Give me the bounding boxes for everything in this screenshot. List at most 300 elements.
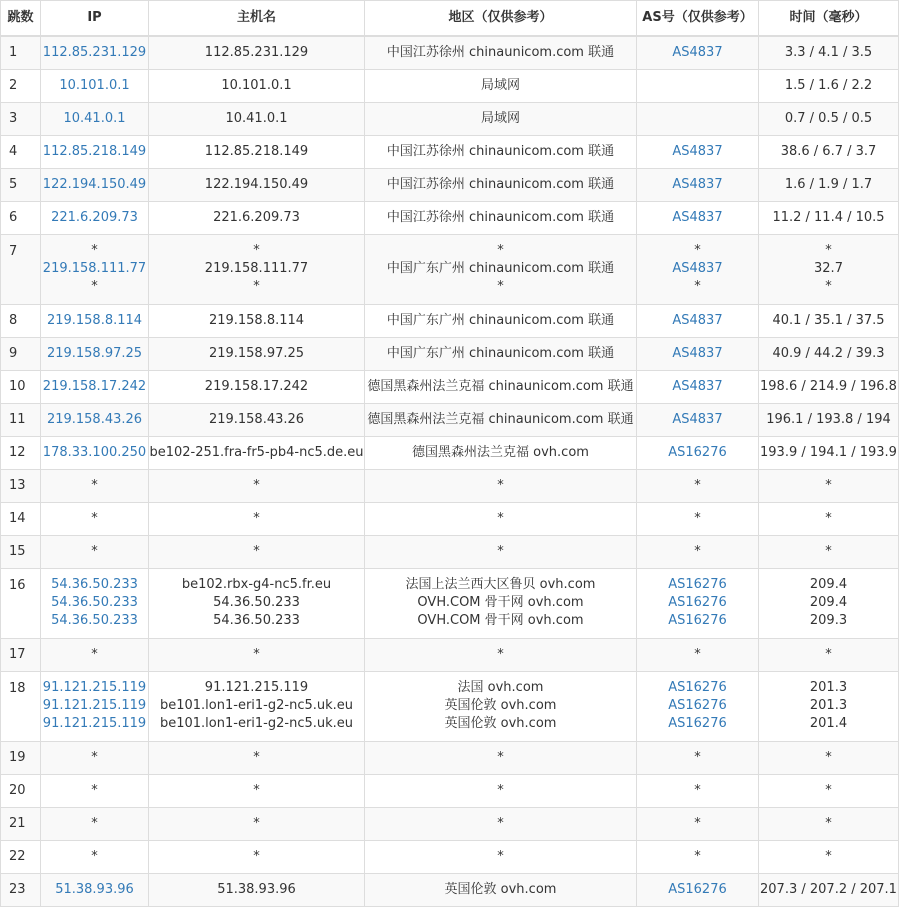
region-cell xyxy=(365,234,637,304)
time-cell xyxy=(759,741,899,774)
time-cell xyxy=(759,502,899,535)
region-cell xyxy=(365,168,637,201)
header-ip: IP xyxy=(41,1,149,37)
as-cell xyxy=(637,135,759,168)
time-cell xyxy=(759,671,899,741)
as-link[interactable]: AS16276 xyxy=(668,444,727,460)
time-cell xyxy=(759,873,899,906)
as-link[interactable]: AS16276 xyxy=(668,613,727,628)
latency: * xyxy=(825,279,832,294)
ip-link[interactable]: 219.158.97.25 xyxy=(46,345,143,361)
ip-link: * xyxy=(91,848,98,864)
as-cell xyxy=(637,234,759,304)
table-body xyxy=(1,36,899,906)
as-link[interactable]: AS16276 xyxy=(668,881,727,897)
hostname: * xyxy=(253,749,260,765)
hostname: 51.38.93.96 xyxy=(217,881,296,897)
latency: * xyxy=(825,848,832,864)
table-row xyxy=(1,568,899,638)
latency: 3.3 / 4.1 / 3.5 xyxy=(784,44,873,60)
region: 英国伦敦 ovh.com xyxy=(444,698,557,713)
hop-number: 14 xyxy=(1,502,41,535)
time-cell xyxy=(759,370,899,403)
table-row xyxy=(1,370,899,403)
ip-link[interactable]: 219.158.8.114 xyxy=(46,312,143,328)
latency: 209.3 xyxy=(809,613,848,628)
ip-link[interactable]: 112.85.231.129 xyxy=(42,44,147,60)
region-cell xyxy=(365,370,637,403)
time-cell xyxy=(759,69,899,102)
host-cell xyxy=(149,535,365,568)
region-cell xyxy=(365,304,637,337)
region-cell xyxy=(365,102,637,135)
host-cell xyxy=(149,403,365,436)
as-link: * xyxy=(694,279,701,294)
region: 中国江苏徐州 chinaunicom.com 联通 xyxy=(386,44,615,60)
table-row xyxy=(1,469,899,502)
header-region: 地区（仅供参考） xyxy=(365,1,637,37)
as-cell xyxy=(637,337,759,370)
ip-link[interactable]: 91.121.215.119 xyxy=(42,716,147,731)
hop-number: 10 xyxy=(1,370,41,403)
table-row xyxy=(1,741,899,774)
ip-cell xyxy=(41,873,149,906)
ip-link[interactable]: 54.36.50.233 xyxy=(51,613,138,628)
region: * xyxy=(497,749,504,765)
table-row xyxy=(1,403,899,436)
host-cell xyxy=(149,304,365,337)
region-cell xyxy=(365,671,637,741)
region-cell xyxy=(365,502,637,535)
hostname: 219.158.111.77 xyxy=(204,261,309,276)
hostname: * xyxy=(253,815,260,831)
ip-cell xyxy=(41,568,149,638)
ip-link: * xyxy=(91,543,98,559)
ip-cell xyxy=(41,234,149,304)
ip-cell xyxy=(41,638,149,671)
as-cell xyxy=(637,873,759,906)
hostname: 112.85.231.129 xyxy=(204,44,309,60)
hop-number: 3 xyxy=(1,102,41,135)
hostname: be102-251.fra-fr5-pb4-nc5.de.eu xyxy=(149,444,364,460)
table-row xyxy=(1,671,899,741)
region: * xyxy=(497,510,504,526)
latency: * xyxy=(825,243,832,258)
table-row xyxy=(1,840,899,873)
ip-link: * xyxy=(91,243,98,258)
as-link[interactable]: AS4837 xyxy=(672,143,723,159)
region: 中国江苏徐州 chinaunicom.com 联通 xyxy=(386,209,615,225)
as-cell xyxy=(637,469,759,502)
region-cell xyxy=(365,873,637,906)
ip-link: * xyxy=(91,279,98,294)
ip-link[interactable]: 221.6.209.73 xyxy=(51,209,138,225)
time-cell xyxy=(759,840,899,873)
ip-link: * xyxy=(91,782,98,798)
latency: 201.3 xyxy=(809,698,848,713)
region: 德国黑森州法兰克福 chinaunicom.com 联通 xyxy=(367,378,634,394)
region: * xyxy=(497,477,504,493)
time-cell xyxy=(759,36,899,69)
region-cell xyxy=(365,135,637,168)
as-link[interactable]: AS4837 xyxy=(672,44,723,60)
hostname: 122.194.150.49 xyxy=(204,176,309,192)
latency: 201.3 xyxy=(809,680,848,695)
as-link: * xyxy=(694,782,701,798)
hop-number: 9 xyxy=(1,337,41,370)
header-as: AS号（仅供参考） xyxy=(637,1,759,37)
hop-number: 21 xyxy=(1,807,41,840)
hop-number: 11 xyxy=(1,403,41,436)
region: 中国江苏徐州 chinaunicom.com 联通 xyxy=(386,176,615,192)
table-row xyxy=(1,201,899,234)
as-link: * xyxy=(694,510,701,526)
region-cell xyxy=(365,535,637,568)
time-cell xyxy=(759,102,899,135)
latency: * xyxy=(825,510,832,526)
host-cell xyxy=(149,741,365,774)
hop-number: 13 xyxy=(1,469,41,502)
hop-number: 7 xyxy=(1,234,41,304)
latency: * xyxy=(825,646,832,662)
region: 中国广东广州 chinaunicom.com 联通 xyxy=(386,345,615,361)
ip-link: * xyxy=(91,749,98,765)
ip-link[interactable]: 219.158.111.77 xyxy=(42,261,147,276)
hop-number: 5 xyxy=(1,168,41,201)
as-link[interactable]: AS4837 xyxy=(672,345,723,361)
as-cell xyxy=(637,568,759,638)
hop-number: 8 xyxy=(1,304,41,337)
latency: 0.7 / 0.5 / 0.5 xyxy=(784,110,873,126)
header-host: 主机名 xyxy=(149,1,365,37)
hostname: * xyxy=(253,646,260,662)
as-cell xyxy=(637,807,759,840)
as-cell xyxy=(637,304,759,337)
host-cell xyxy=(149,774,365,807)
as-cell xyxy=(637,102,759,135)
ip-link[interactable]: 10.101.0.1 xyxy=(59,77,130,93)
as-link[interactable]: AS4837 xyxy=(672,378,723,394)
hostname: * xyxy=(253,543,260,559)
hostname: 54.36.50.233 xyxy=(213,613,300,628)
ip-link[interactable]: 219.158.43.26 xyxy=(46,411,143,427)
latency: 193.9 / 194.1 / 193.9 xyxy=(760,444,897,460)
hop-number: 20 xyxy=(1,774,41,807)
host-cell xyxy=(149,807,365,840)
latency: 196.1 / 193.8 / 194 xyxy=(766,411,891,427)
host-cell xyxy=(149,671,365,741)
hostname: be101.lon1-eri1-g2-nc5.uk.eu xyxy=(159,716,354,731)
hop-number: 12 xyxy=(1,436,41,469)
ip-link: * xyxy=(91,477,98,493)
hostname: * xyxy=(253,279,260,294)
host-cell xyxy=(149,36,365,69)
ip-link[interactable]: 51.38.93.96 xyxy=(55,881,134,897)
time-cell xyxy=(759,469,899,502)
region-cell xyxy=(365,774,637,807)
region-cell xyxy=(365,638,637,671)
table-row xyxy=(1,873,899,906)
region: 中国广东广州 chinaunicom.com 联通 xyxy=(386,261,615,276)
ip-cell xyxy=(41,370,149,403)
hop-number: 4 xyxy=(1,135,41,168)
region-cell xyxy=(365,36,637,69)
time-cell xyxy=(759,234,899,304)
host-cell xyxy=(149,469,365,502)
table-row xyxy=(1,807,899,840)
table-row xyxy=(1,638,899,671)
region-cell xyxy=(365,469,637,502)
time-cell xyxy=(759,337,899,370)
as-cell xyxy=(637,201,759,234)
region: OVH.COM 骨干网 ovh.com xyxy=(417,613,584,628)
as-link[interactable]: AS4837 xyxy=(672,176,723,192)
table-row xyxy=(1,69,899,102)
hostname: be102.rbx-g4-nc5.fr.eu xyxy=(181,577,332,592)
latency: 1.6 / 1.9 / 1.7 xyxy=(784,176,873,192)
host-cell xyxy=(149,102,365,135)
region: * xyxy=(497,848,504,864)
region: 英国伦敦 ovh.com xyxy=(444,716,557,731)
ip-cell xyxy=(41,201,149,234)
time-cell xyxy=(759,568,899,638)
as-link: * xyxy=(694,543,701,559)
latency: * xyxy=(825,815,832,831)
host-cell xyxy=(149,201,365,234)
ip-cell xyxy=(41,671,149,741)
ip-cell xyxy=(41,502,149,535)
as-cell xyxy=(637,436,759,469)
as-link[interactable]: AS16276 xyxy=(668,716,727,731)
region: * xyxy=(497,815,504,831)
hop-number: 2 xyxy=(1,69,41,102)
table-row xyxy=(1,774,899,807)
time-cell xyxy=(759,774,899,807)
table-header-row xyxy=(1,1,899,37)
hostname: 219.158.43.26 xyxy=(208,411,305,427)
hop-number: 18 xyxy=(1,671,41,741)
ip-link: * xyxy=(91,646,98,662)
host-cell xyxy=(149,840,365,873)
ip-cell xyxy=(41,135,149,168)
hop-number: 15 xyxy=(1,535,41,568)
ip-cell xyxy=(41,69,149,102)
host-cell xyxy=(149,370,365,403)
latency: 38.6 / 6.7 / 3.7 xyxy=(780,143,877,159)
region: 英国伦敦 ovh.com xyxy=(444,881,557,897)
as-link[interactable]: AS16276 xyxy=(668,577,727,592)
ip-cell xyxy=(41,535,149,568)
host-cell xyxy=(149,337,365,370)
region: 中国广东广州 chinaunicom.com 联通 xyxy=(386,312,615,328)
as-cell xyxy=(637,502,759,535)
ip-cell xyxy=(41,102,149,135)
ip-link: * xyxy=(91,815,98,831)
hostname: 91.121.215.119 xyxy=(204,680,309,695)
host-cell xyxy=(149,873,365,906)
as-link[interactable]: AS16276 xyxy=(668,680,727,695)
ip-link[interactable]: 112.85.218.149 xyxy=(42,143,147,159)
ip-cell xyxy=(41,304,149,337)
as-link: * xyxy=(694,815,701,831)
as-cell xyxy=(637,403,759,436)
host-cell xyxy=(149,168,365,201)
region-cell xyxy=(365,403,637,436)
region: 局域网 xyxy=(480,77,520,93)
hostname: * xyxy=(253,243,260,258)
host-cell xyxy=(149,234,365,304)
ip-cell xyxy=(41,337,149,370)
latency: * xyxy=(825,477,832,493)
hop-number: 6 xyxy=(1,201,41,234)
as-cell xyxy=(637,741,759,774)
host-cell xyxy=(149,69,365,102)
as-link[interactable]: AS16276 xyxy=(668,698,727,713)
ip-link: * xyxy=(91,510,98,526)
host-cell xyxy=(149,502,365,535)
region: * xyxy=(497,782,504,798)
region-cell xyxy=(365,568,637,638)
table-row xyxy=(1,502,899,535)
time-cell xyxy=(759,304,899,337)
latency: 201.4 xyxy=(809,716,848,731)
latency: 40.9 / 44.2 / 39.3 xyxy=(772,345,885,361)
as-link: * xyxy=(694,243,701,258)
as-cell xyxy=(637,370,759,403)
ip-cell xyxy=(41,436,149,469)
hostname: * xyxy=(253,848,260,864)
latency: 198.6 / 214.9 / 196.8 xyxy=(760,378,897,394)
hostname: be101.lon1-eri1-g2-nc5.uk.eu xyxy=(159,698,354,713)
latency: 207.3 / 207.2 / 207.1 xyxy=(760,881,897,897)
ip-link[interactable]: 10.41.0.1 xyxy=(63,110,126,126)
table-row xyxy=(1,102,899,135)
region: 法国 ovh.com xyxy=(457,680,544,695)
as-cell xyxy=(637,671,759,741)
hostname: 219.158.97.25 xyxy=(208,345,305,361)
table-row xyxy=(1,535,899,568)
table-row xyxy=(1,168,899,201)
as-link: * xyxy=(694,477,701,493)
as-cell xyxy=(637,535,759,568)
latency: 209.4 xyxy=(809,595,848,610)
as-link[interactable]: AS4837 xyxy=(672,411,723,427)
as-cell xyxy=(637,69,759,102)
region-cell xyxy=(365,741,637,774)
hostname: 10.101.0.1 xyxy=(221,77,292,93)
table-row xyxy=(1,337,899,370)
ip-cell xyxy=(41,840,149,873)
hostname: 54.36.50.233 xyxy=(213,595,300,610)
hostname: * xyxy=(253,782,260,798)
as-cell xyxy=(637,638,759,671)
ip-cell xyxy=(41,774,149,807)
host-cell xyxy=(149,135,365,168)
as-link[interactable]: AS4837 xyxy=(672,209,723,225)
region-cell xyxy=(365,337,637,370)
time-cell xyxy=(759,135,899,168)
hop-number: 1 xyxy=(1,36,41,69)
latency: * xyxy=(825,749,832,765)
ip-link[interactable]: 54.36.50.233 xyxy=(51,577,138,592)
hostname: 221.6.209.73 xyxy=(213,209,300,225)
hostname: 219.158.17.242 xyxy=(204,378,309,394)
header-hop: 跳数 xyxy=(1,1,41,37)
as-link: * xyxy=(694,749,701,765)
region: 中国江苏徐州 chinaunicom.com 联通 xyxy=(386,143,615,159)
region: * xyxy=(497,646,504,662)
latency: 11.2 / 11.4 / 10.5 xyxy=(772,209,885,225)
ip-cell xyxy=(41,403,149,436)
region: * xyxy=(497,243,504,258)
hop-number: 22 xyxy=(1,840,41,873)
ip-cell xyxy=(41,807,149,840)
ip-link[interactable]: 54.36.50.233 xyxy=(51,595,138,610)
region: OVH.COM 骨干网 ovh.com xyxy=(417,595,584,610)
latency: 209.4 xyxy=(809,577,848,592)
region: 德国黑森州法兰克福 chinaunicom.com 联通 xyxy=(367,411,634,427)
as-cell xyxy=(637,840,759,873)
hostname: * xyxy=(253,477,260,493)
hop-number: 23 xyxy=(1,873,41,906)
time-cell xyxy=(759,436,899,469)
table-row xyxy=(1,234,899,304)
time-cell xyxy=(759,807,899,840)
latency: 32.7 xyxy=(814,261,843,276)
hostname: 219.158.8.114 xyxy=(208,312,305,328)
ip-link[interactable]: 219.158.17.242 xyxy=(42,378,147,394)
time-cell xyxy=(759,168,899,201)
ip-link[interactable]: 91.121.215.119 xyxy=(42,698,147,713)
region-cell xyxy=(365,69,637,102)
time-cell xyxy=(759,535,899,568)
as-link: * xyxy=(694,848,701,864)
ip-link[interactable]: 178.33.100.250 xyxy=(42,444,147,460)
hostname: 112.85.218.149 xyxy=(204,143,309,159)
region: 局域网 xyxy=(480,110,520,126)
hop-number: 17 xyxy=(1,638,41,671)
as-link[interactable]: AS4837 xyxy=(672,261,723,276)
latency: 1.5 / 1.6 / 2.2 xyxy=(784,77,873,93)
ip-cell xyxy=(41,168,149,201)
ip-cell xyxy=(41,36,149,69)
time-cell xyxy=(759,201,899,234)
table-row xyxy=(1,36,899,69)
as-link[interactable]: AS16276 xyxy=(668,595,727,610)
latency: 40.1 / 35.1 / 37.5 xyxy=(772,312,885,328)
time-cell xyxy=(759,403,899,436)
region: * xyxy=(497,543,504,559)
host-cell xyxy=(149,568,365,638)
region-cell xyxy=(365,201,637,234)
time-cell xyxy=(759,638,899,671)
as-link: * xyxy=(694,646,701,662)
ip-link[interactable]: 122.194.150.49 xyxy=(42,176,147,192)
ip-link[interactable]: 91.121.215.119 xyxy=(42,680,147,695)
host-cell xyxy=(149,638,365,671)
ip-cell xyxy=(41,741,149,774)
table-row xyxy=(1,304,899,337)
latency: * xyxy=(825,782,832,798)
as-cell xyxy=(637,36,759,69)
ip-cell xyxy=(41,469,149,502)
as-link[interactable]: AS4837 xyxy=(672,312,723,328)
hostname: * xyxy=(253,510,260,526)
table-row xyxy=(1,436,899,469)
region-cell xyxy=(365,840,637,873)
hostname: 10.41.0.1 xyxy=(225,110,288,126)
as-cell xyxy=(637,774,759,807)
